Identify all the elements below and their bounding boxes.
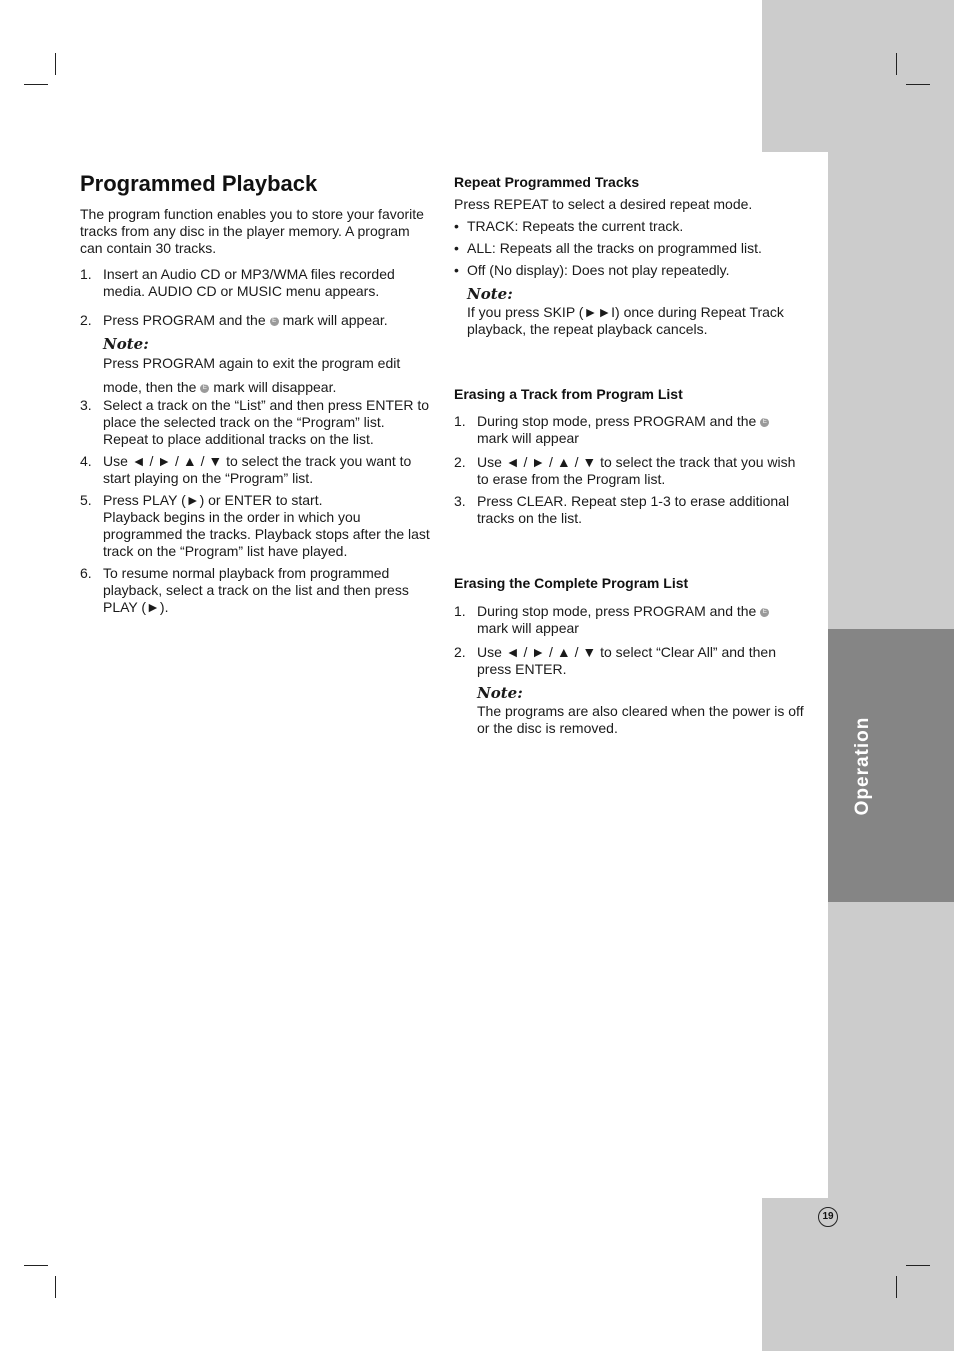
section-tab-label: Operation bbox=[852, 716, 873, 816]
intro-paragraph: The program function enables you to store your favorite tracks from any disc in the player memory. A program can contain 30 tracks. bbox=[80, 206, 424, 256]
crop-mark bbox=[896, 53, 897, 75]
crop-mark bbox=[55, 53, 56, 75]
edit-mark-icon: E bbox=[270, 317, 279, 326]
list-item: 2. Use ◄ / ► / ▲ / ▼ to select “Clear All” and then press ENTER. Note: The programs are also cleared when the power is off or the disc is removed. bbox=[454, 644, 804, 736]
page-title: Programmed Playback bbox=[80, 171, 318, 196]
list-item: • TRACK: Repeats the current track. bbox=[454, 218, 684, 234]
program-steps bbox=[80, 266, 430, 616]
list-item: 1. During stop mode, press PROGRAM and the E mark will appear bbox=[454, 603, 804, 637]
side-band-top bbox=[762, 0, 954, 152]
list-item: 1. Insert an Audio CD or MP3/WMA files recorded media. AUDIO CD or MUSIC menu appears. bbox=[80, 266, 395, 299]
list-item: • ALL: Repeats all the tracks on programmed list. bbox=[454, 240, 762, 256]
repeat-intro: Press REPEAT to select a desired repeat mode. bbox=[454, 196, 753, 212]
crop-mark bbox=[24, 1265, 48, 1266]
note-heading: Note: bbox=[477, 684, 523, 702]
crop-mark bbox=[906, 1265, 930, 1266]
list-item: 5. Press PLAY (►) or ENTER to start. Playback begins in the order in which you programmed the tracks. Playback stops after the last track on the “Program” list have played. bbox=[80, 492, 430, 559]
note-text: The programs are also cleared when the power is off or the disc is removed. bbox=[477, 703, 804, 736]
page-number: 19 bbox=[818, 1207, 838, 1227]
crop-mark bbox=[906, 84, 930, 85]
list-item: 1. During stop mode, press PROGRAM and the E mark will appear bbox=[454, 413, 804, 447]
list-item: 2. Use ◄ / ► / ▲ / ▼ to select the track that you wish to erase from the Program list. bbox=[454, 454, 796, 487]
list-item: 3. Select a track on the “List” and then press ENTER to place the selected track on the “Program” list. Repeat to place additional tracks on the list. bbox=[80, 397, 430, 447]
list-item: • Off (No display): Does not play repeatedly. bbox=[454, 262, 730, 278]
crop-mark bbox=[24, 84, 48, 85]
list-item: 3. Press CLEAR. Repeat step 1-3 to erase additional tracks on the list. bbox=[454, 493, 790, 526]
note-text: Press PROGRAM again to exit the program edit mode, then the E mark will disappear. bbox=[103, 355, 401, 395]
note-heading: Note: bbox=[103, 335, 149, 353]
list-item: 6. To resume normal playback from programmed playback, select a track on the list and then press PLAY (►). bbox=[80, 565, 409, 615]
edit-mark-icon: E bbox=[760, 608, 769, 617]
section-tab bbox=[828, 629, 954, 902]
left-column bbox=[80, 170, 430, 616]
crop-mark bbox=[55, 1276, 56, 1298]
right-column bbox=[454, 174, 804, 737]
side-band-bottom bbox=[762, 1198, 954, 1351]
note-text: If you press SKIP (►►I) once during Repeat Track playback, the repeat playback cancels. bbox=[467, 304, 784, 337]
edit-mark-icon: E bbox=[200, 384, 209, 393]
section-heading-erase-all: Erasing the Complete Program List bbox=[454, 575, 689, 591]
list-item: 2. Press PROGRAM and the E mark will appear. Note: Press PROGRAM again to exit the program edit mode, then the E mark will disappear. bbox=[80, 312, 430, 399]
note-heading: Note: bbox=[467, 285, 513, 303]
edit-mark-icon: E bbox=[760, 418, 769, 427]
crop-mark bbox=[896, 1276, 897, 1298]
section-heading-erase-track: Erasing a Track from Program List bbox=[454, 386, 683, 402]
repeat-note bbox=[454, 285, 804, 338]
section-heading-repeat: Repeat Programmed Tracks bbox=[454, 174, 640, 190]
list-item: 4. Use ◄ / ► / ▲ / ▼ to select the track you want to start playing on the “Program” list. bbox=[80, 453, 412, 486]
